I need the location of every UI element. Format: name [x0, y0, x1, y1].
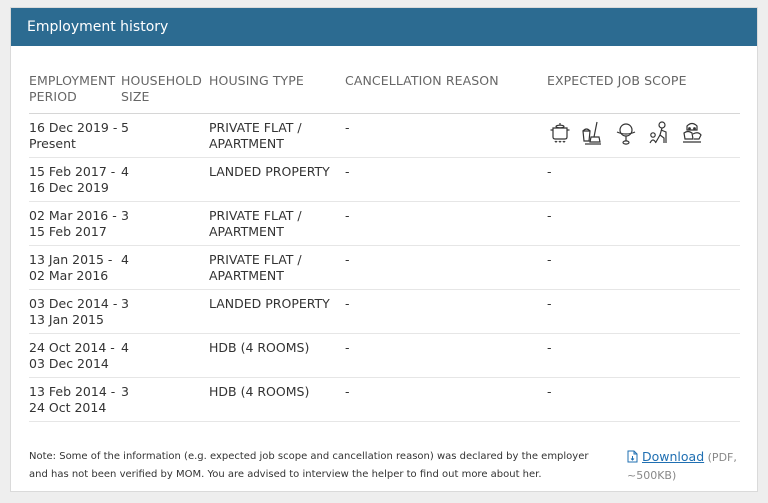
column-header-employment-period: EMPLOYMENT PERIOD — [29, 71, 121, 114]
period-cell: 02 Mar 2016 - 15 Feb 2017 — [29, 202, 121, 246]
table-row — [29, 334, 740, 378]
reason-cell: - — [345, 334, 547, 378]
download-link[interactable]: Download — [642, 449, 705, 464]
housing-cell: PRIVATE FLAT / APARTMENT — [209, 202, 345, 246]
disclaimer-note: Note: Some of the information (e.g. expected job scope and cancellation reason) was declared by the employer and has not been verified by MOM. You are advised to interview the helper to find out more about her. — [29, 451, 589, 480]
pdf-file-icon — [627, 450, 638, 463]
table-row — [29, 246, 740, 290]
column-header-housing-type: HOUSING TYPE — [209, 71, 345, 114]
cleaning-bucket-mop-icon — [580, 120, 606, 146]
household-cell: 4 — [121, 334, 209, 378]
elderly-care-icon — [646, 120, 672, 146]
table-row — [29, 202, 740, 246]
pet-care-icon — [679, 120, 705, 146]
card-header — [11, 8, 757, 46]
period-cell: 03 Dec 2014 - 13 Jan 2015 — [29, 290, 121, 334]
reason-cell: - — [345, 290, 547, 334]
household-cell: 3 — [121, 202, 209, 246]
employment-history-table — [29, 71, 740, 422]
table-row — [29, 378, 740, 422]
infant-care-icon — [613, 120, 639, 146]
job-scope-icons — [547, 120, 740, 146]
job-scope-cell: - — [547, 334, 740, 378]
column-header-household-size: HOUSEHOLD SIZE — [121, 71, 209, 114]
period-cell: 16 Dec 2019 - Present — [29, 114, 121, 158]
reason-cell: - — [345, 202, 547, 246]
table-row — [29, 158, 740, 202]
household-cell: 3 — [121, 290, 209, 334]
housing-cell: PRIVATE FLAT / APARTMENT — [209, 246, 345, 290]
column-header-expected-job-scope: EXPECTED JOB SCOPE — [547, 71, 740, 114]
table-header-row — [29, 71, 740, 114]
job-scope-cell: - — [547, 378, 740, 422]
table-row — [29, 114, 740, 158]
housing-cell: HDB (4 ROOMS) — [209, 334, 345, 378]
reason-cell: - — [345, 378, 547, 422]
reason-cell: - — [345, 246, 547, 290]
employment-history-card — [10, 7, 758, 492]
job-scope-cell: - — [547, 202, 740, 246]
reason-cell: - — [345, 158, 547, 202]
household-cell: 3 — [121, 378, 209, 422]
household-cell: 4 — [121, 158, 209, 202]
job-scope-cell: - — [547, 246, 740, 290]
period-cell: 13 Jan 2015 - 02 Mar 2016 — [29, 246, 121, 290]
housing-cell: LANDED PROPERTY — [209, 158, 345, 202]
cooking-pot-icon — [547, 120, 573, 146]
job-scope-cell: - — [547, 158, 740, 202]
household-cell: 4 — [121, 246, 209, 290]
card-title: Employment history — [27, 19, 169, 35]
period-cell: 15 Feb 2017 - 16 Dec 2019 — [29, 158, 121, 202]
job-scope-cell: - — [547, 290, 740, 334]
table-row — [29, 290, 740, 334]
download-file-meta: (PDF, ~500KB) — [627, 451, 737, 482]
housing-cell: LANDED PROPERTY — [209, 290, 345, 334]
housing-cell: PRIVATE FLAT / APARTMENT — [209, 114, 345, 158]
column-header-cancellation-reason: CANCELLATION REASON — [345, 71, 547, 114]
job-scope-cell — [547, 114, 740, 158]
download-section — [627, 448, 753, 485]
period-cell: 13 Feb 2014 - 24 Oct 2014 — [29, 378, 121, 422]
period-cell: 24 Oct 2014 - 03 Dec 2014 — [29, 334, 121, 378]
reason-cell: - — [345, 114, 547, 158]
housing-cell: HDB (4 ROOMS) — [209, 378, 345, 422]
household-cell: 5 — [121, 114, 209, 158]
